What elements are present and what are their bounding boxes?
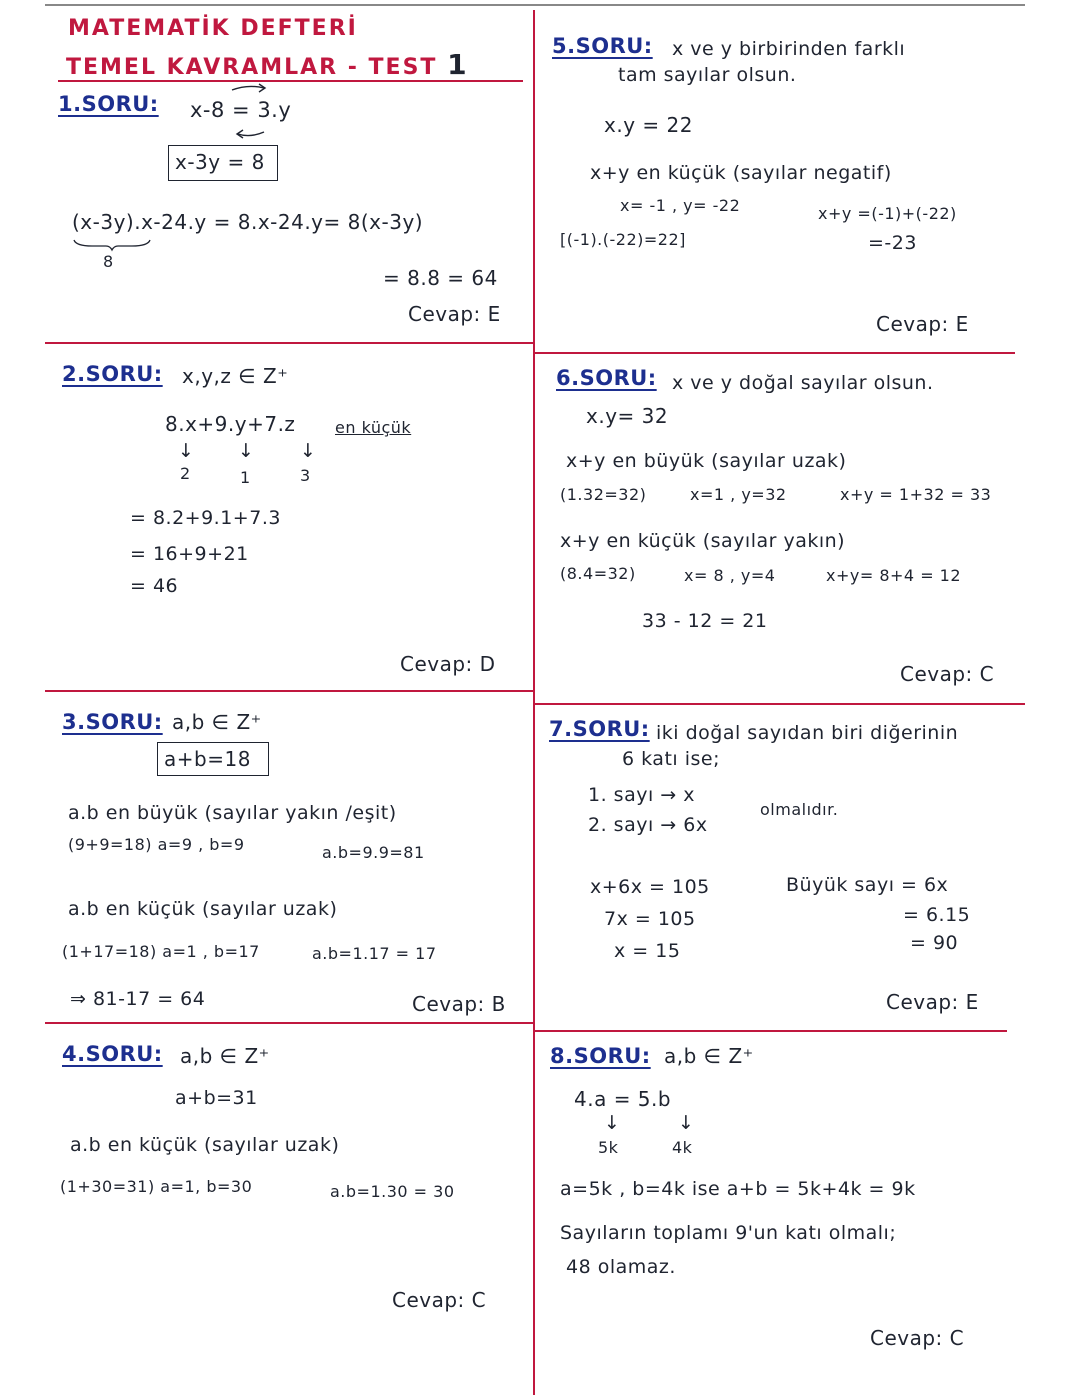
q7-number1: 1. sayı → x	[588, 784, 695, 806]
q7-label: 7.SORU:	[549, 717, 650, 741]
q5-text1: x ve y birbirinden farklı	[672, 38, 906, 60]
q2-given: x,y,z ∈ Z⁺	[182, 364, 289, 388]
q5-answer: Cevap: E	[876, 312, 969, 336]
q5-result: =-23	[868, 232, 917, 254]
q5-values: x= -1 , y= -22	[620, 196, 741, 215]
notebook-title: MATEMATİK DEFTERİ	[68, 16, 358, 41]
q2-sub-x: 2	[180, 464, 191, 483]
q6-min-cond: (8.4=32)	[560, 564, 636, 583]
q2-sub-y: 1	[240, 468, 251, 487]
q2-line2: = 16+9+21	[130, 543, 249, 565]
q8-line2: Sayıların toplamı 9'un katı olmalı;	[560, 1222, 897, 1244]
q6-min-sum: x+y= 8+4 = 12	[826, 566, 962, 585]
q8-line3: 48 olamaz.	[566, 1256, 676, 1278]
q8-answer: Cevap: C	[870, 1326, 965, 1350]
q7-eq2: 7x = 105	[604, 908, 696, 930]
q2-line1: = 8.2+9.1+7.3	[130, 507, 281, 529]
q6-max-sum: x+y = 1+32 = 33	[840, 485, 992, 504]
q3-min-cond: (1+17=18) a=1 , b=17	[62, 942, 260, 961]
q7-eq3: x = 15	[614, 940, 681, 962]
q1-line2: = 8.8 = 64	[383, 266, 498, 290]
q4-min-cond: (1+30=31) a=1, b=30	[60, 1177, 253, 1196]
q8-equation: 4.a = 5.b	[574, 1087, 672, 1111]
q2-expression: 8.x+9.y+7.z	[165, 412, 296, 436]
q4-sum: a+b=31	[175, 1087, 258, 1109]
q6-max-title: x+y en büyük (sayılar uzak)	[566, 450, 847, 472]
row-divider-left-3	[45, 1022, 533, 1024]
q3-label: 3.SORU:	[62, 710, 163, 734]
notebook-subtitle	[66, 48, 469, 81]
q5-sum: x+y =(-1)+(-22)	[818, 204, 957, 223]
q6-max-values: x=1 , y=32	[690, 485, 787, 504]
q8-arrow-a: ↓	[604, 1112, 621, 1134]
q2-arrow-x: ↓	[178, 440, 195, 462]
q4-given: a,b ∈ Z⁺	[180, 1044, 270, 1068]
q8-k-a: 5k	[598, 1138, 619, 1157]
q8-label: 8.SORU:	[550, 1044, 651, 1068]
q3-max-result: a.b=9.9=81	[322, 843, 425, 862]
q2-line3: = 46	[130, 575, 179, 597]
q2-sub-z: 3	[300, 466, 311, 485]
q2-arrow-z: ↓	[300, 440, 317, 462]
q5-check: [(-1).(-22)=22]	[560, 230, 686, 249]
q8-k-b: 4k	[672, 1138, 693, 1157]
q7-text2: 6 katı ise;	[622, 748, 720, 770]
test-number: 1	[447, 48, 469, 81]
q6-equation: x.y= 32	[586, 404, 669, 428]
q1-boxed-text: x-3y = 8	[175, 150, 265, 174]
q6-answer: Cevap: C	[900, 662, 995, 686]
q8-line1: a=5k , b=4k ise a+b = 5k+4k = 9k	[560, 1178, 916, 1200]
q3-min-result: a.b=1.17 = 17	[312, 944, 437, 963]
q5-text2: tam sayılar olsun.	[618, 64, 797, 86]
row-divider-left-2	[45, 690, 533, 692]
q4-label: 4.SORU:	[62, 1042, 163, 1066]
q1-underbrace	[72, 238, 152, 252]
q3-difference: ⇒ 81-17 = 64	[70, 988, 206, 1010]
q7-must: olmalıdır.	[760, 800, 839, 819]
q7-number2: 2. sayı → 6x	[588, 814, 708, 836]
subtitle-text: TEMEL KAVRAMLAR - TEST	[66, 55, 438, 80]
q8-given: a,b ∈ Z⁺	[664, 1044, 754, 1068]
q8-arrow-b: ↓	[678, 1112, 695, 1134]
row-divider-right-1	[535, 352, 1015, 354]
q2-note: en küçük	[335, 418, 412, 437]
q1-under: 8	[103, 252, 114, 271]
q3-max-title: a.b en büyük (sayılar yakın /eşit)	[68, 802, 397, 824]
q3-answer: Cevap: B	[412, 992, 506, 1016]
q2-answer: Cevap: D	[400, 652, 496, 676]
q6-difference: 33 - 12 = 21	[642, 610, 768, 632]
q4-min-result: a.b=1.30 = 30	[330, 1182, 455, 1201]
q7-big2: = 6.15	[903, 904, 971, 926]
q7-big3: = 90	[910, 932, 959, 954]
q6-label: 6.SORU:	[556, 366, 657, 390]
row-divider-right-3	[535, 1030, 1007, 1032]
q3-max-cond: (9+9=18) a=9 , b=9	[68, 835, 245, 854]
q5-min-title: x+y en küçük (sayılar negatif)	[590, 162, 892, 184]
q6-min-values: x= 8 , y=4	[684, 566, 776, 585]
q1-line1: (x-3y).x-24.y = 8.x-24.y= 8(x-3y)	[72, 210, 424, 234]
q5-equation: x.y = 22	[604, 113, 693, 137]
q3-given: a,b ∈ Z⁺	[172, 710, 262, 734]
q5-label: 5.SORU:	[552, 34, 653, 58]
q2-label: 2.SORU:	[62, 362, 163, 386]
q3-boxed-text: a+b=18	[164, 747, 251, 771]
q1-move-arrows	[228, 84, 278, 144]
q1-equation: x-8 = 3.y	[190, 98, 292, 122]
q4-answer: Cevap: C	[392, 1288, 487, 1312]
q6-max-cond: (1.32=32)	[560, 485, 647, 504]
q1-answer: Cevap: E	[408, 302, 501, 326]
q4-min-title: a.b en küçük (sayılar uzak)	[70, 1134, 340, 1156]
q7-eq1: x+6x = 105	[590, 876, 710, 898]
q6-text: x ve y doğal sayılar olsun.	[672, 372, 934, 394]
q7-answer: Cevap: E	[886, 990, 979, 1014]
q1-label: 1.SORU:	[58, 92, 159, 116]
q7-big1: Büyük sayı = 6x	[786, 874, 949, 896]
q7-text1: iki doğal sayıdan biri diğerinin	[656, 722, 959, 744]
q2-arrow-y: ↓	[238, 440, 255, 462]
page-top-border	[45, 4, 1025, 6]
q6-min-title: x+y en küçük (sayılar yakın)	[560, 530, 846, 552]
row-divider-right-2	[535, 703, 1025, 705]
row-divider-left-1	[45, 342, 533, 344]
q3-min-title: a.b en küçük (sayılar uzak)	[68, 898, 338, 920]
